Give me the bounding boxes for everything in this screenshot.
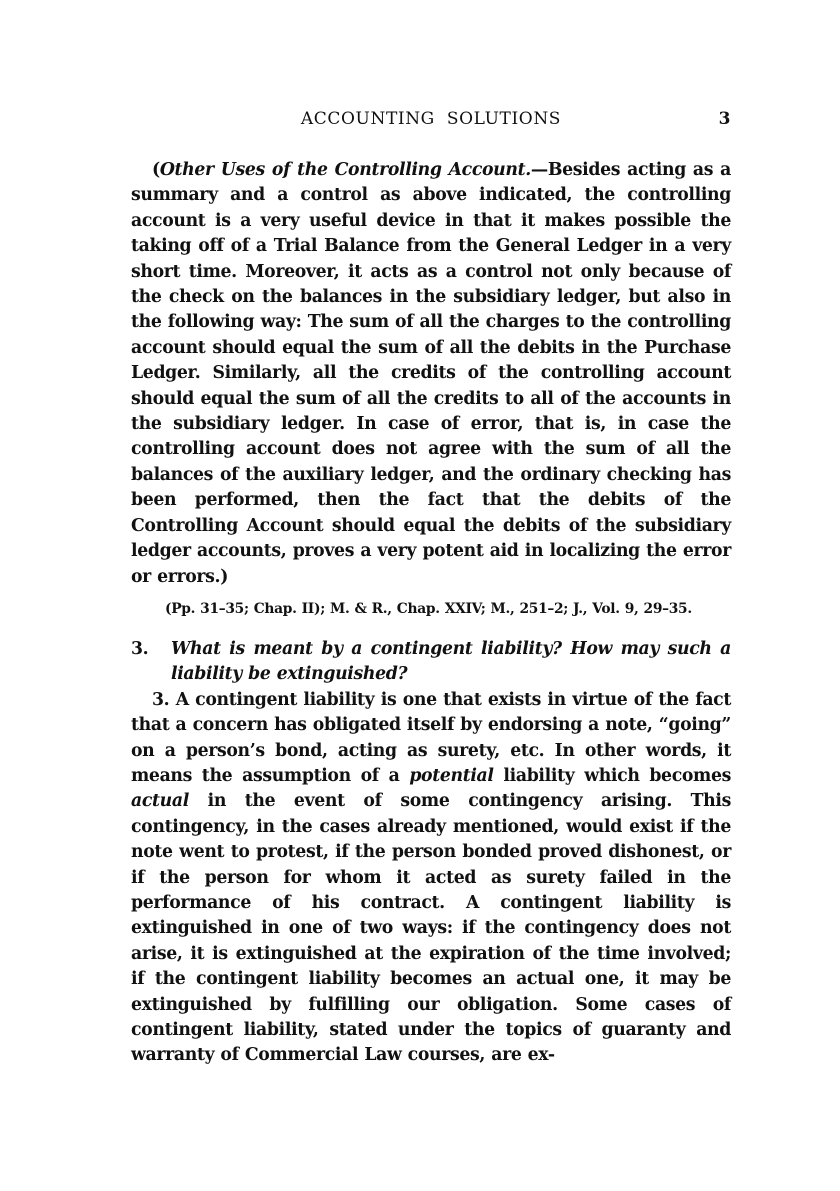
answer-paragraph (131, 688, 731, 1069)
open-paren: ( (152, 160, 160, 180)
reference-line: (Pp. 31–35; Chap. II); M. & R., Chap. XXIV; M., 251–2; J., Vol. 9, 29–35. (165, 600, 692, 617)
answer-emphasis-actual: actual (131, 791, 189, 812)
answer-rest: in the event of some contingency arising. This contingency, in the cases already mentioned, would exist if the note went to protest, if the person bonded proved dishonest, or if the person for whom it acted as surety failed in the performance of his contract. A contingent liability is extinguished in one of two ways: if the contingency does not arise, it is extinguished at the expiration of the time involved; if the contingent liability becomes an actual one, it may be extinguished by fulfilling our obligation. Some cases of contingent liability, stated under the topics of guaranty and warranty of Commercial Law courses, are ex- (131, 791, 731, 1066)
paragraph-text: —Besides acting as a summary and a control as above indicated, the controlling account is a very useful device in that it makes possible the taking off of a Trial Balance from the General Ledger in a very short time. Moreover, it acts as a control not only because of the check on the balances in the subsidiary ledger, but also in the following way: The sum of all the charges to the controlling account should equal the sum of all the debits in the Purchase Ledger. Similarly, all the credits of the controlling account should equal the sum of all the credits to all of the accounts in the subsidiary ledger. In case of error, that is, in case the controlling account does not agree with the sum of all the balances of the auxiliary ledger, and the ordinary checking has been performed, then the fact that the debits of the Controlling Account should equal the debits of the subsidiary ledger accounts, proves a very potent aid in localizing the error or errors.) (131, 160, 731, 587)
page-number: 3 (718, 109, 731, 129)
controlling-account-paragraph (131, 158, 731, 590)
answer-lead: 3. A contingent liability is one that exists in virtue of the fact that a concern has obligated itself by endorsing a note, “going” on a person’s bond, acting as surety, etc. In other words, it means the assumption of a (131, 689, 731, 786)
question (131, 637, 731, 688)
question-number: 3. (131, 638, 149, 659)
question-text: What is meant by a contingent liability? How may such a liability be extinguished? (171, 638, 731, 685)
page-header (131, 109, 731, 135)
book-page (131, 109, 731, 1069)
paragraph-heading: Other Uses of the Controlling Account. (159, 160, 531, 180)
running-title: ACCOUNTING SOLUTIONS (300, 109, 562, 129)
answer-emphasis-potential: potential (409, 765, 494, 786)
answer-mid: liability which becomes (503, 765, 732, 786)
page-body (131, 158, 731, 1069)
